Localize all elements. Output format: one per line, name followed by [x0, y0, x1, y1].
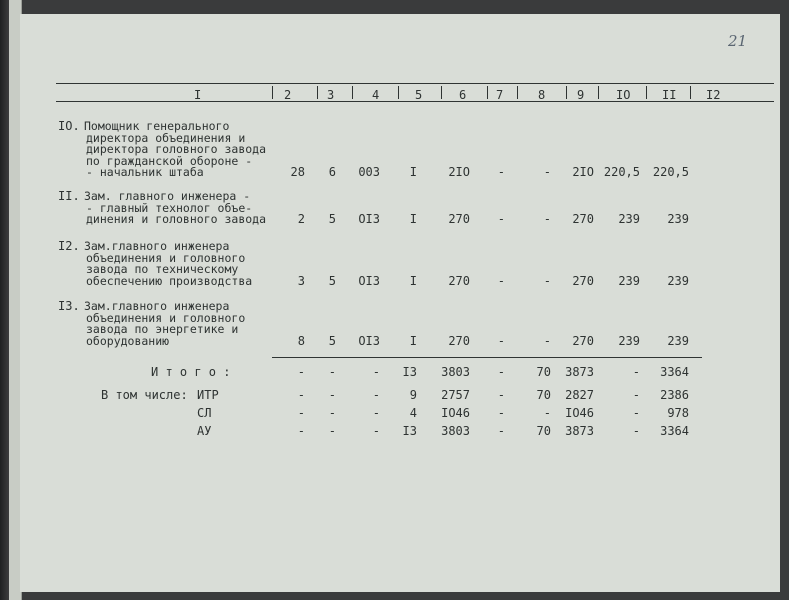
header-column-label: IO	[616, 88, 631, 102]
row-number: II.	[58, 189, 80, 203]
row-cell: OI3	[358, 333, 380, 348]
position-title-line: директора объединения и	[86, 130, 246, 145]
breakdown-category: ИТР	[197, 388, 219, 402]
breakdown-cell: -	[297, 424, 305, 438]
breakdown-cell: -	[497, 424, 505, 438]
breakdown-cell: -	[297, 406, 305, 420]
row-cell: -	[543, 273, 551, 288]
totals-cell: 70	[536, 365, 551, 379]
row-cell: 5	[328, 212, 336, 227]
breakdown-category: АУ	[197, 424, 212, 438]
breakdown-cell: I3	[402, 424, 417, 438]
header-column-label: 2	[284, 88, 292, 102]
row-cell: 239	[667, 333, 689, 348]
header-column-label: II	[662, 88, 677, 102]
header-column-separator	[317, 86, 318, 99]
row-number: I2.	[58, 239, 80, 253]
header-column-separator	[517, 86, 518, 99]
row-cell: -	[497, 165, 505, 180]
header-column-separator	[566, 86, 567, 99]
row-cell: -	[543, 165, 551, 180]
header-column-separator	[441, 86, 442, 99]
row-cell: 2IO	[572, 165, 594, 180]
breakdown-cell: 4	[409, 406, 417, 420]
totals-cell: 3803	[441, 365, 470, 379]
position-title-line: оборудованию	[86, 333, 170, 348]
position-title-line: динения и головного завода	[86, 212, 267, 227]
row-cell: 28	[290, 165, 305, 180]
totals-cell: -	[297, 365, 305, 379]
breakdown-cell: -	[328, 388, 336, 402]
breakdown-cell: -	[328, 406, 336, 420]
position-title-line: объединения и головного	[86, 310, 246, 325]
header-column-label: I2	[706, 88, 721, 102]
row-cell: 239	[618, 333, 640, 348]
row-cell: 270	[572, 212, 594, 227]
breakdown-cell: 3803	[441, 424, 470, 438]
header-column-separator	[352, 86, 353, 99]
breakdown-cell: -	[632, 424, 640, 438]
row-cell: 239	[618, 273, 640, 288]
breakdown-cell: -	[632, 406, 640, 420]
breakdown-cell: -	[328, 424, 336, 438]
row-cell: 6	[328, 165, 336, 180]
row-cell: 3	[297, 273, 305, 288]
breakdown-cell: -	[372, 388, 380, 402]
header-column-separator	[487, 86, 488, 99]
header-column-separator	[398, 86, 399, 99]
totals-cell: I3	[402, 365, 417, 379]
totals-cell: -	[632, 365, 640, 379]
header-column-label: 3	[327, 88, 335, 102]
breakdown-cell: 2757	[441, 388, 470, 402]
breakdown-cell: -	[297, 388, 305, 402]
page-number: 21	[728, 32, 748, 50]
row-cell: 2	[297, 212, 305, 227]
row-cell: 8	[297, 333, 305, 348]
breakdown-cell: 70	[536, 424, 551, 438]
row-cell: 003	[358, 165, 380, 180]
breakdown-cell: IO46	[441, 406, 470, 420]
header-column-separator	[598, 86, 599, 99]
position-title-line: - главный технолог объе-	[86, 200, 253, 215]
row-cell: OI3	[358, 212, 380, 227]
row-cell: 270	[448, 273, 470, 288]
breakdown-cell: -	[497, 406, 505, 420]
header-column-label: 4	[372, 88, 380, 102]
header-column-label: 7	[496, 88, 504, 102]
position-title-line: Зам.главного инженера	[84, 239, 230, 253]
position-title-line: Зам.главного инженера	[84, 299, 230, 313]
position-title-line: по гражданской обороне -	[86, 153, 253, 168]
row-cell: 5	[328, 273, 336, 288]
row-cell: 5	[328, 333, 336, 348]
row-number: I3.	[58, 299, 80, 313]
totals-rule	[272, 357, 702, 358]
row-cell: 270	[572, 273, 594, 288]
row-cell: 239	[667, 273, 689, 288]
totals-cell: -	[328, 365, 336, 379]
row-cell: I	[409, 273, 417, 288]
row-cell: 270	[448, 333, 470, 348]
breakdown-cell: 70	[536, 388, 551, 402]
header-column-label: 8	[538, 88, 546, 102]
breakdown-cell: -	[543, 406, 551, 420]
position-title-line: Помощник генерального	[84, 119, 230, 133]
row-cell: -	[497, 212, 505, 227]
header-column-label: 5	[415, 88, 423, 102]
breakdown-label: В том числе:	[101, 388, 188, 402]
breakdown-cell: 978	[667, 406, 689, 420]
breakdown-cell: 9	[409, 388, 417, 402]
header-column-separator	[272, 86, 273, 99]
breakdown-cell: -	[372, 424, 380, 438]
row-cell: 270	[448, 212, 470, 227]
header-top-rule	[56, 83, 774, 84]
row-cell: -	[543, 212, 551, 227]
position-title-line: завода по техническому	[86, 262, 239, 277]
totals-cell: 3873	[565, 365, 594, 379]
header-column-label: 9	[577, 88, 585, 102]
header-column-separator	[646, 86, 647, 99]
row-cell: 239	[667, 212, 689, 227]
header-column-label: I	[194, 88, 202, 102]
totals-cell: 3364	[660, 365, 689, 379]
breakdown-cell: -	[497, 388, 505, 402]
row-cell: I	[409, 333, 417, 348]
breakdown-cell: 3873	[565, 424, 594, 438]
breakdown-category: СЛ	[197, 406, 212, 420]
totals-cell: -	[497, 365, 505, 379]
row-cell: -	[497, 273, 505, 288]
breakdown-cell: 2386	[660, 388, 689, 402]
breakdown-cell: -	[632, 388, 640, 402]
row-cell: I	[409, 212, 417, 227]
row-cell: 270	[572, 333, 594, 348]
totals-label: И т о г о :	[151, 365, 231, 379]
row-cell: -	[497, 333, 505, 348]
position-title-line: директора головного завода	[86, 142, 267, 157]
position-title-line: - начальник штаба	[86, 165, 204, 180]
row-cell: 239	[618, 212, 640, 227]
row-number: IO.	[58, 119, 80, 133]
breakdown-cell: 3364	[660, 424, 689, 438]
header-column-label: 6	[459, 88, 467, 102]
row-cell: -	[543, 333, 551, 348]
position-title-line: обеспечению производства	[86, 273, 253, 288]
row-cell: 2IO	[448, 165, 470, 180]
position-title-line: завода по энергетике и	[86, 322, 239, 337]
breakdown-cell: IO46	[565, 406, 594, 420]
row-cell: 220,5	[603, 165, 640, 180]
position-title-line: Зам. главного инженера -	[84, 189, 251, 203]
row-cell: 220,5	[652, 165, 689, 180]
header-column-separator	[690, 86, 691, 99]
row-cell: I	[409, 165, 417, 180]
breakdown-cell: 2827	[565, 388, 594, 402]
breakdown-cell: -	[372, 406, 380, 420]
totals-cell: -	[372, 365, 380, 379]
position-title-line: объединения и головного	[86, 250, 246, 265]
row-cell: OI3	[358, 273, 380, 288]
